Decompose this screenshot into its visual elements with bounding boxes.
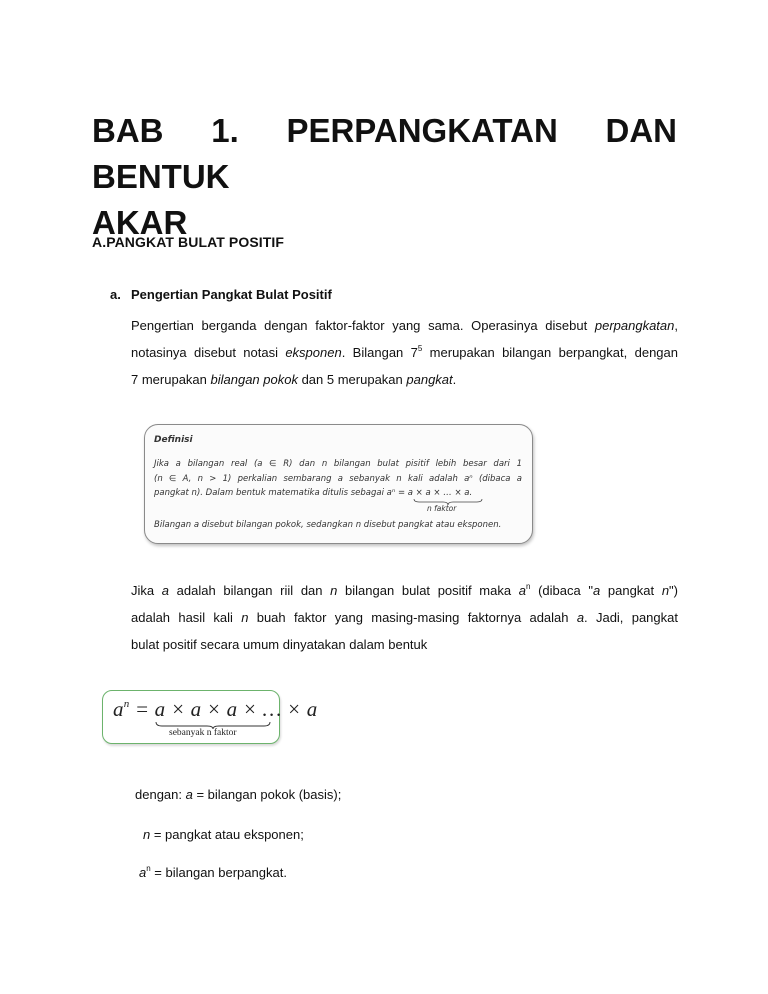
definition-box — [144, 424, 533, 544]
paragraph-line: bulat positif secara umum dinyatakan dalam bentuk — [131, 637, 428, 652]
definition-line-3: pangkat n). Dalam bentuk matematika ditulis sebagai aⁿ = a × a × … × a. — [154, 488, 473, 498]
definition-line-2: (n ∈ A, n > 1) perkalian sembarang a sebanyak n kali adalah aⁿ (dibaca a — [154, 474, 522, 484]
section-heading: A.PANGKAT BULAT POSITIF — [92, 234, 285, 250]
title-line-2: AKAR — [92, 204, 188, 241]
paragraph-definition-intro — [131, 312, 678, 393]
note-exponent: n = pangkat atau eksponen; — [143, 827, 304, 842]
definition-line-4: Bilangan a disebut bilangan pokok, sedangkan n disebut pangkat atau eksponen. — [154, 520, 502, 530]
definition-line-1: Jika a bilangan real (a ∈ R) dan n bilangan bulat pisitif lebih besar dari 1 — [154, 459, 522, 469]
paragraph-line: notasinya disebut notasi eksponen. Bilangan $7^5$ merupakan bilangan berpangkat, dengan — [131, 344, 678, 360]
subsection-heading — [110, 287, 332, 302]
note-basis: dengan: a = bilangan pokok (basis); — [135, 787, 342, 802]
formula-expression: $a^n = a \times a \times a$ × … × a — [113, 697, 318, 721]
paragraph-line: adalah hasil kali n buah faktor yang masing-masing faktornya adalah a. Jadi, pangkat — [131, 610, 678, 625]
formula-box — [102, 690, 318, 744]
subsection-heading-text: Pengertian Pangkat Bulat Positif — [131, 287, 332, 302]
formula-label: sebanyak n faktor — [169, 728, 237, 738]
definition-title: Definisi — [154, 435, 193, 445]
paragraph-line: 7 merupakan bilangan pokok dan 5 merupakan pangkat. — [131, 372, 457, 387]
page-title — [92, 108, 677, 246]
definition-brace-label: n faktor — [427, 504, 457, 513]
paragraph-explanation — [131, 577, 678, 658]
paragraph-line: Jika a adalah bilangan riil dan n bilangan bulat positif maka $a^n$ (dibaca "a pangkat n") — [131, 582, 678, 598]
note-power: $a^n$ = bilangan berpangkat. — [139, 864, 287, 880]
paragraph-line: Pengertian berganda dengan faktor-faktor yang sama. Operasinya disebut perpangkatan, — [131, 318, 678, 333]
title-line-1: BAB 1. PERPANGKATAN DAN BENTUK — [92, 112, 677, 195]
list-marker: a. — [110, 287, 121, 302]
